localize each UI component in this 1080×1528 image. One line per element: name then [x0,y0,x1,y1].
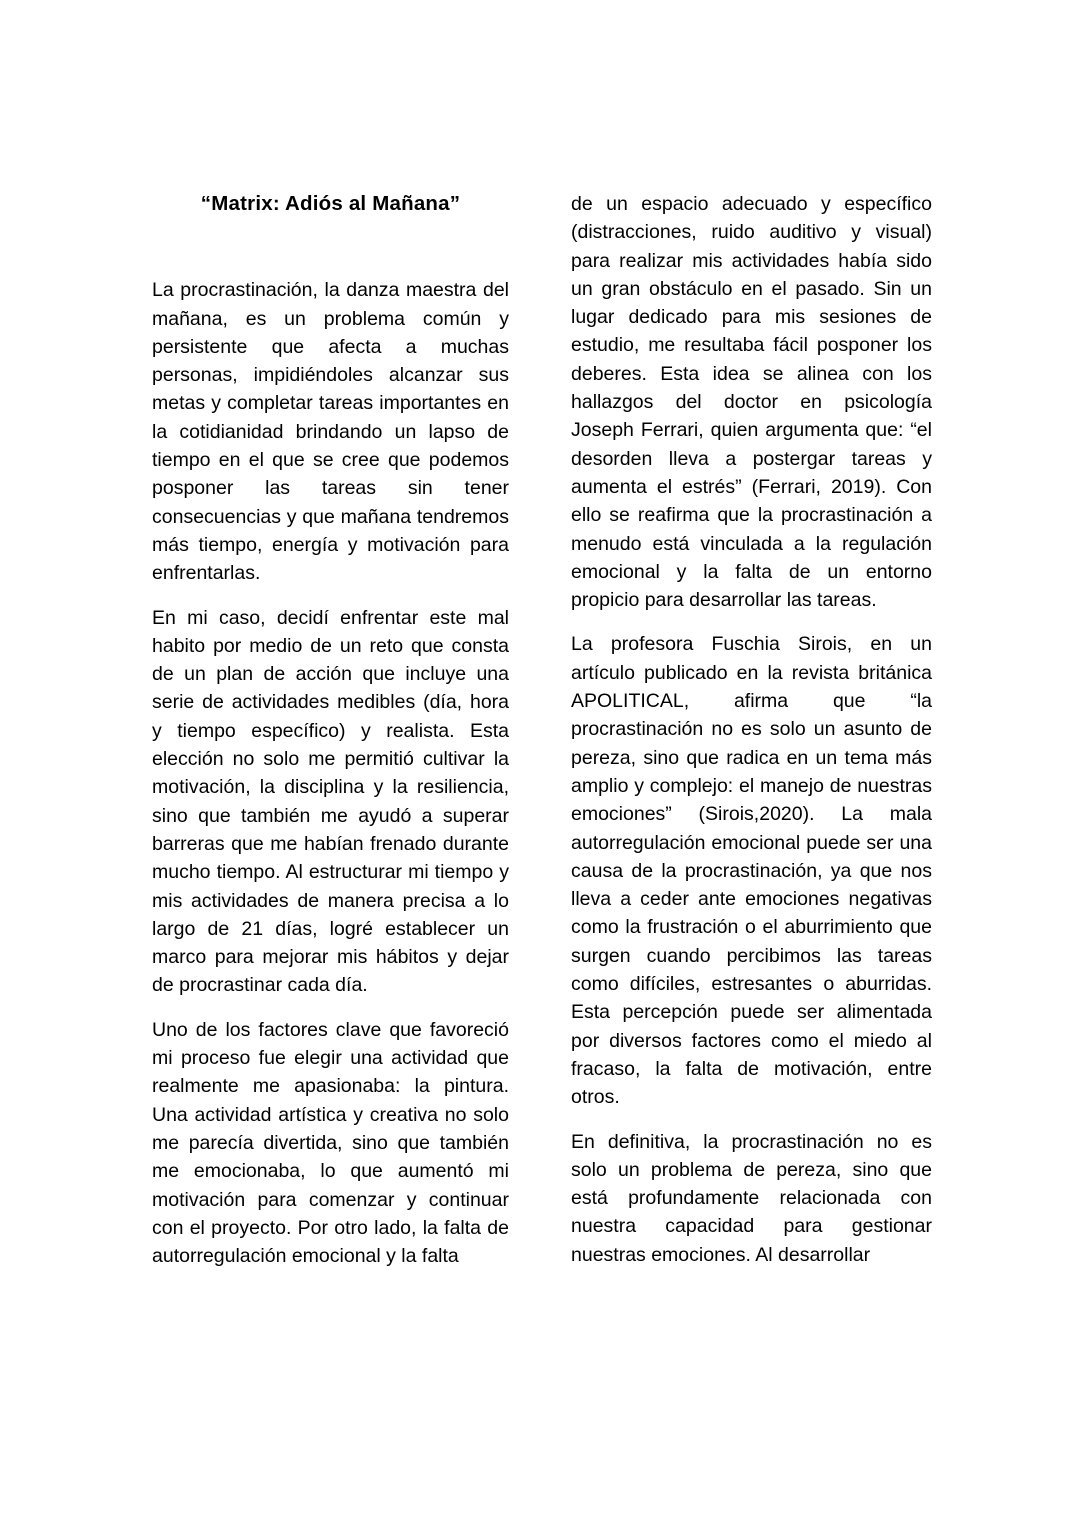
text-columns [152,190,932,1270]
paragraph-personal-challenge: En mi caso, decidí enfrentar este mal habito por medio de un reto que consta de un plan de acción que incluye una serie de actividades medibles (día, hora y tiempo específico) y realista. Esta elección no solo me permitió cultivar la motivación, la disciplina y la resiliencia, sino que también me ayudó a superar barreras que me habían frenado durante mucho tiempo. Al estructurar mi tiempo y mis actividades de manera precisa a lo largo de 21 días, logré establecer un marco para mejorar mis hábitos y dejar de procrastinar cada día. [152,606,509,997]
paragraph-key-factors: Uno de los factores clave que favoreció mi proceso fue elegir una actividad que realmente me apasionaba: la pintura. Una actividad artística y creativa no solo me parecía divertida, sino que también me emocionaba, lo que aumentó mi motivación para comenzar y continuar con el proyecto. Por otro lado, la falta de autorregulación emocional y la falta [152,1018,509,1268]
paragraph-sirois-emotions: La profesora Fuschia Sirois, en un artículo publicado en la revista británica APOLITICAL, afirma que “la procrastinación no es solo un asunto de pereza, sino que radica en un tema más amplio y complejo: el manejo de nuestras emociones” (Sirois,2020). La mala autorregulación emocional puede ser una causa de la procrastinación, ya que nos lleva a ceder ante emociones negativas como la frustración o el aburrimiento que surgen cuando percibimos las tareas como difíciles, estresantes o aburridas. Esta percepción puede ser alimentada por diversos factores como el miedo al fracaso, la falta de motivación, entre otros. [571,633,932,1109]
paragraph-conclusion: En definitiva, la procrastinación no es solo un problema de pereza, sino que está profundamente relacionada con nuestra capacidad para gestionar nuestras emociones. Al desarrollar [571,1130,932,1266]
document-title: “Matrix: Adiós al Mañana” [200,192,461,215]
left-column [152,190,509,1270]
right-column [571,190,932,1270]
paragraph-environment-ferrari: de un espacio adecuado y específico (distracciones, ruido auditivo y visual) para realizar mis actividades había sido un gran obstáculo en el pasado. Sin un lugar dedicado para mis sesiones de estudio, me resultaba fácil posponer los deberes. Esta idea se alinea con los hallazgos del doctor en psicología Joseph Ferrari, quien argumenta que: “el desorden lleva a postergar tareas y aumenta el estrés” (Ferrari, 2019). Con ello se reafirma que la procrastinación a menudo está vinculada a la regulación emocional y la falta de un entorno propicio para desarrollar las tareas. [571,193,932,612]
paragraph-procrastination-intro: La procrastinación, la danza maestra del mañana, es un problema común y persistente que afecta a muchas personas, impidiéndoles alcanzar sus metas y completar tareas importantes en la cotidianidad brindando un lapso de tiempo en el que se cree que podemos posponer las tareas sin tener consecuencias y que mañana tendremos más tiempo, energía y motivación para enfrentarlas. [152,279,509,585]
